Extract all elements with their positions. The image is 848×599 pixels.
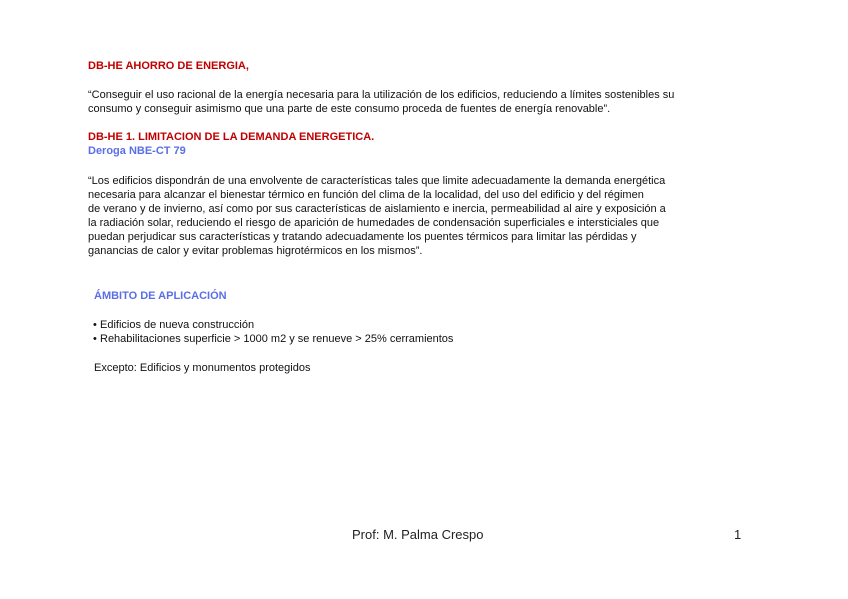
list-item bbox=[93, 332, 453, 346]
list-item-text: Edificios de nueva construcción bbox=[100, 319, 255, 331]
section2-subtitle: Deroga NBE-CT 79 bbox=[88, 145, 186, 157]
list-item-text: Rehabilitaciones superficie > 1000 m2 y se renueve > 25% cerramientos bbox=[100, 333, 454, 345]
list-item bbox=[93, 318, 453, 332]
section1-title: DB-HE AHORRO DE ENERGIA, bbox=[88, 60, 249, 72]
ambito-list bbox=[93, 318, 453, 346]
ambito-exception: Excepto: Edificios y monumentos protegidos bbox=[94, 362, 311, 374]
quote-line: “Conseguir el uso racional de la energía necesaria para la utilización de los edificios, reduciendo a límites sostenibles su bbox=[88, 89, 675, 101]
page-number: 1 bbox=[734, 527, 742, 542]
quote-line: necesaria para alcanzar el bienestar térmico en función del clima de la localidad, del uso del edificio y del régimen bbox=[88, 189, 644, 201]
section2-title: DB-HE 1. LIMITACION DE LA DEMANDA ENERGETICA. bbox=[88, 131, 375, 143]
bullet-icon: • bbox=[93, 333, 97, 345]
ambito-title: ÁMBITO DE APLICACIÓN bbox=[94, 290, 227, 302]
quote-line: ganancias de calor y evitar problemas higrotérmicos en los mismos”. bbox=[88, 245, 423, 257]
quote-line: puedan perjudicar sus características y tratando adecuadamente los puentes térmicos para limitar las pérdidas y bbox=[88, 231, 637, 243]
bullet-icon: • bbox=[93, 319, 97, 331]
footer-author: Prof: M. Palma Crespo bbox=[352, 527, 484, 542]
quote-line: “Los edificios dispondrán de una envolvente de características tales que limite adecuadamente la demanda energética bbox=[88, 175, 666, 187]
section1-quote bbox=[88, 88, 748, 116]
quote-line: consumo y conseguir asimismo que una parte de este consumo proceda de fuentes de energía renovable”. bbox=[88, 103, 611, 115]
section2-quote bbox=[88, 174, 748, 258]
quote-line: la radiación solar, reduciendo el riesgo de aparición de humedades de condensación superficiales e intersticiales que bbox=[88, 217, 660, 229]
quote-line: de verano y de invierno, así como por sus características de aislamiento e inercia, permeabilidad al aire y exposición a bbox=[88, 203, 666, 215]
